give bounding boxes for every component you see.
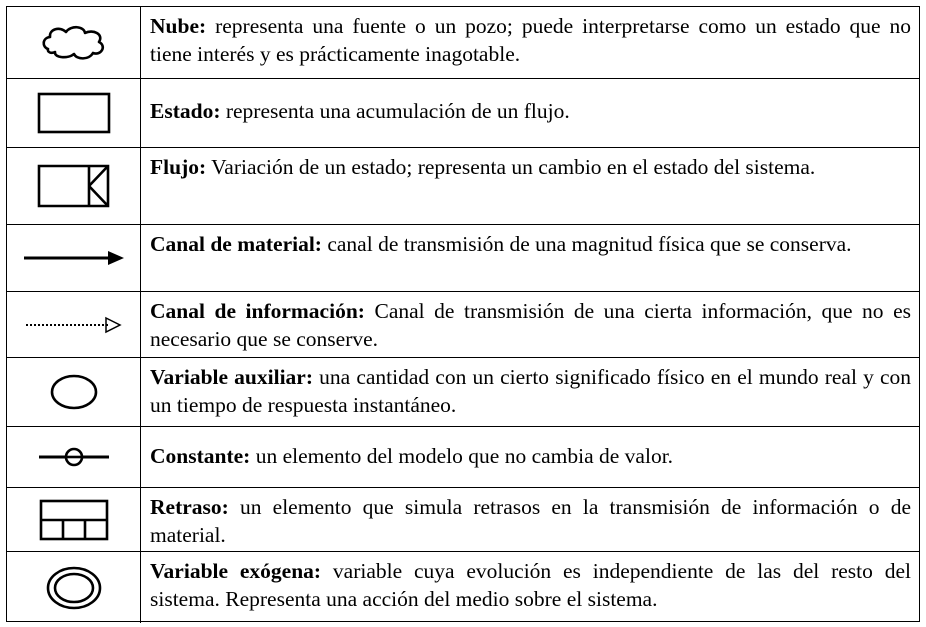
- symbols-table: [6, 6, 920, 622]
- delay-box-icon: [38, 498, 110, 542]
- table-row: [7, 225, 919, 292]
- rectangle-icon: [36, 91, 112, 135]
- term-description: canal de transmisión de una magnitud física que se conserva.: [321, 232, 852, 256]
- ellipse-icon: [48, 372, 100, 412]
- table-row: [7, 79, 919, 148]
- symbol-cell: [7, 225, 141, 291]
- term-description: variable cuya evolución es independiente de las del resto del sistema. Representa una acción del medio sobre el sistema.: [150, 559, 911, 611]
- definition-text: [142, 225, 919, 291]
- term-description: representa una fuente o un pozo; puede interpretarse como un estado que no tiene interés y es prácticamente inagotable.: [150, 14, 911, 66]
- valve-icon: [36, 163, 112, 209]
- symbol-cell: [7, 7, 141, 78]
- symbol-cell: [7, 358, 141, 426]
- term-label: Variable auxiliar:: [150, 365, 314, 389]
- term-label: Constante:: [150, 444, 251, 468]
- table-row: [7, 488, 919, 552]
- term-label: Estado:: [150, 99, 221, 123]
- symbol-cell: [7, 148, 141, 224]
- double-ellipse-icon: [44, 564, 104, 612]
- term-label: Variable exógena:: [150, 559, 322, 583]
- table-row: [7, 358, 919, 427]
- table-row: [7, 427, 919, 488]
- term-description: una cantidad con un cierto significado físico en el mundo real y con un tiempo de respuesta instantáneo.: [150, 365, 911, 417]
- dotted-arrow-icon: [24, 315, 124, 335]
- table-row: [7, 552, 919, 623]
- symbol-cell: [7, 552, 141, 623]
- table-row: [7, 7, 919, 79]
- line-circle-icon: [37, 445, 111, 469]
- term-label: Flujo:: [150, 155, 207, 179]
- definition-text: [142, 292, 919, 357]
- definition-text: [142, 488, 919, 551]
- term-description: Variación de un estado; representa un cambio en el estado del sistema.: [206, 155, 816, 179]
- term-description: un elemento que simula retrasos en la transmisión de información o de material.: [150, 495, 911, 547]
- term-description: un elemento del modelo que no cambia de valor.: [250, 444, 674, 468]
- term-description: representa una acumulación de un flujo.: [220, 99, 570, 123]
- definition-text: [142, 427, 919, 487]
- solid-arrow-icon: [22, 248, 126, 268]
- definition-text: [142, 79, 919, 147]
- symbol-cell: [7, 79, 141, 147]
- term-description: Canal de transmisión de una cierta información, que no es necesario que se conserve.: [150, 299, 911, 351]
- table-row: [7, 292, 919, 358]
- term-label: Nube:: [150, 14, 207, 38]
- symbol-cell: [7, 292, 141, 357]
- definition-text: [142, 7, 919, 78]
- definition-text: [142, 552, 919, 623]
- symbol-cell: [7, 427, 141, 487]
- symbol-cell: [7, 488, 141, 551]
- definition-text: [142, 148, 919, 224]
- table-row: [7, 148, 919, 225]
- term-label: Retraso:: [150, 495, 229, 519]
- term-label: Canal de material:: [150, 232, 322, 256]
- definition-text: [142, 358, 919, 426]
- term-label: Canal de información:: [150, 299, 365, 323]
- cloud-icon: [38, 23, 110, 63]
